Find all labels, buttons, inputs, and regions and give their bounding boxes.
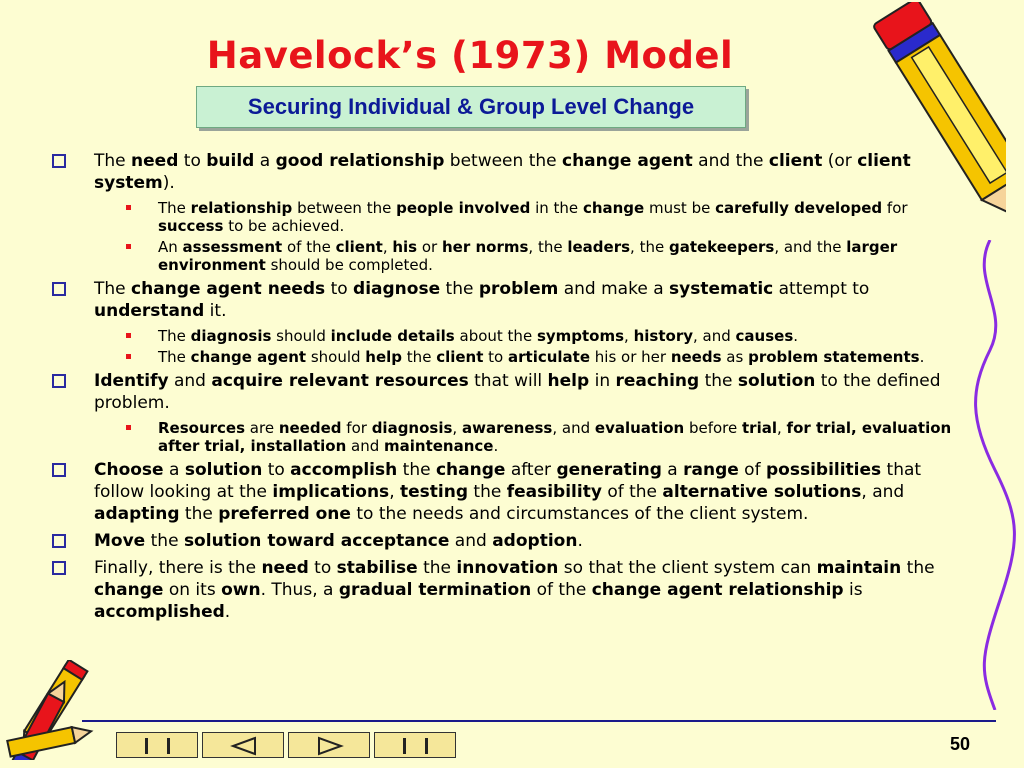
text-segment: to	[308, 558, 337, 578]
emphasis-text: carefully developed	[715, 199, 883, 217]
text-segment: The	[158, 327, 191, 345]
text-segment: ).	[162, 173, 175, 193]
pencils-clipart-icon	[0, 660, 110, 760]
emphasis-text: change	[94, 580, 164, 600]
red-square-bullet-icon	[126, 333, 131, 338]
emphasis-text: adoption	[492, 531, 578, 551]
emphasis-text: awareness	[461, 419, 553, 437]
text-segment: the	[417, 558, 457, 578]
text-segment: ,	[452, 419, 462, 437]
slide-title: Havelock’s (1973) Model	[206, 34, 734, 77]
text-segment: as	[721, 348, 749, 366]
text-segment: must be	[644, 199, 716, 217]
previous-icon	[203, 733, 285, 759]
text-segment: , the	[630, 238, 669, 256]
bullet-list	[52, 150, 962, 628]
emphasis-text: diagnose	[353, 279, 441, 299]
text-segment: on its	[163, 580, 222, 600]
square-bullet-icon	[52, 463, 66, 477]
emphasis-text: change	[582, 199, 645, 217]
emphasis-text: problem statements	[748, 348, 920, 366]
text-segment: to	[483, 348, 508, 366]
text-segment: The	[94, 151, 132, 171]
text-segment: attempt to	[773, 279, 870, 299]
emphasis-text: acquire relevant resources	[211, 371, 469, 391]
emphasis-text: generating	[556, 460, 662, 480]
emphasis-text: for trial, evaluation after trial, installation	[158, 419, 952, 455]
text-segment: between the	[444, 151, 562, 171]
text-segment: .	[493, 437, 499, 455]
emphasis-text: accomplish	[290, 460, 398, 480]
red-square-bullet-icon	[126, 205, 131, 210]
text-segment: are	[245, 419, 279, 437]
text-segment: to the defined problem.	[94, 371, 941, 413]
bullet-item	[52, 278, 962, 322]
emphasis-text: testing	[400, 482, 468, 502]
text-segment: so that the client system can	[558, 558, 817, 578]
emphasis-text: gradual termination	[338, 580, 532, 600]
text-segment: and	[346, 437, 385, 455]
emphasis-text: people involved	[396, 199, 531, 217]
emphasis-text: diagnosis	[190, 327, 272, 345]
bullet-item	[52, 150, 962, 194]
page-number: 50	[949, 734, 970, 754]
text-segment: to	[178, 151, 207, 171]
emphasis-text: possibilities	[765, 460, 882, 480]
emphasis-text: understand	[94, 301, 205, 321]
text-segment: , and	[693, 327, 736, 345]
emphasis-text: accomplished	[94, 602, 225, 622]
footer-divider	[82, 720, 996, 722]
square-bullet-icon	[52, 282, 66, 296]
text-segment: the	[699, 371, 738, 391]
emphasis-text: leaders	[567, 238, 631, 256]
text-segment: the	[901, 558, 935, 578]
text-segment: . Thus, a	[260, 580, 339, 600]
first-icon	[117, 733, 199, 759]
emphasis-text: Identify	[94, 371, 169, 391]
emphasis-text: need	[261, 558, 309, 578]
emphasis-text: reaching	[615, 371, 700, 391]
text-segment: the	[179, 504, 219, 524]
text-segment: ,	[389, 482, 400, 502]
bullet-item	[52, 530, 962, 552]
emphasis-text: help	[547, 371, 590, 391]
text-segment: , and the	[774, 238, 847, 256]
emphasis-text: own	[221, 580, 261, 600]
text-segment: a	[661, 460, 684, 480]
squiggle-line-icon	[960, 240, 1020, 710]
text-segment: , the	[528, 238, 568, 256]
text-segment: the	[397, 460, 436, 480]
text-segment: and	[168, 371, 212, 391]
text-segment: the	[402, 348, 437, 366]
text-segment: .	[577, 531, 583, 551]
emphasis-text: adapting	[94, 504, 180, 524]
bullet-item	[52, 459, 962, 525]
emphasis-text: range	[683, 460, 739, 480]
text-segment: of the	[601, 482, 663, 502]
text-segment: a	[163, 460, 185, 480]
text-segment: ,	[777, 419, 787, 437]
emphasis-text: symptoms	[536, 327, 625, 345]
emphasis-text: change agent	[562, 151, 693, 171]
sub-bullet-item	[52, 199, 962, 235]
first-slide-button[interactable]	[116, 732, 198, 758]
text-segment: for	[341, 419, 372, 437]
previous-slide-button[interactable]	[202, 732, 284, 758]
red-square-bullet-icon	[126, 354, 131, 359]
square-bullet-icon	[52, 561, 66, 575]
emphasis-text: solution	[737, 371, 816, 391]
text-segment: An	[158, 238, 183, 256]
emphasis-text: problem	[478, 279, 559, 299]
text-segment: the	[468, 482, 507, 502]
emphasis-text: Resources	[158, 419, 246, 437]
text-segment: to be achieved.	[223, 217, 345, 235]
text-segment: ,	[382, 238, 393, 256]
emphasis-text: diagnosis	[371, 419, 453, 437]
text-segment: , and	[552, 419, 595, 437]
bullet-group	[52, 530, 962, 552]
emphasis-text: relationship	[190, 199, 293, 217]
square-bullet-icon	[52, 154, 66, 168]
text-segment: of the	[282, 238, 336, 256]
square-bullet-icon	[52, 534, 66, 548]
emphasis-text: maintenance	[384, 437, 494, 455]
emphasis-text: her norms	[442, 238, 529, 256]
text-segment: in	[589, 371, 616, 391]
emphasis-text: client	[335, 238, 383, 256]
emphasis-text: preferred one	[218, 504, 351, 524]
text-segment: in the	[530, 199, 583, 217]
emphasis-text: needed	[278, 419, 342, 437]
text-segment: and the	[692, 151, 769, 171]
text-segment: is	[843, 580, 863, 600]
emphasis-text: innovation	[456, 558, 559, 578]
slide-subtitle: Securing Individual & Group Level Change	[196, 86, 746, 128]
emphasis-text: gatekeepers	[668, 238, 775, 256]
text-segment: of	[738, 460, 766, 480]
text-segment: that will	[468, 371, 548, 391]
text-segment: .	[793, 327, 799, 345]
emphasis-text: good relationship	[275, 151, 445, 171]
text-segment: (or	[822, 151, 858, 171]
square-bullet-icon	[52, 374, 66, 388]
text-segment: before	[684, 419, 743, 437]
bullet-group	[52, 459, 962, 525]
text-segment: of the	[531, 580, 592, 600]
emphasis-text: causes	[735, 327, 794, 345]
text-segment: The	[94, 279, 132, 299]
text-segment: ,	[624, 327, 634, 345]
text-segment: between the	[292, 199, 397, 217]
text-segment: .	[224, 602, 231, 622]
text-segment: to the needs and circumstances of the client system.	[350, 504, 809, 524]
text-segment: and	[449, 531, 493, 551]
text-segment: that follow looking at the	[94, 460, 922, 502]
emphasis-text: stabilise	[336, 558, 418, 578]
emphasis-text: change agent needs	[131, 279, 326, 299]
red-square-bullet-icon	[126, 425, 131, 430]
emphasis-text: need	[131, 151, 179, 171]
next-slide-button[interactable]	[288, 732, 370, 758]
text-segment: should be completed.	[265, 256, 433, 274]
text-segment: .	[919, 348, 925, 366]
emphasis-text: success	[158, 217, 224, 235]
emphasis-text: change agent	[190, 348, 307, 366]
emphasis-text: help	[365, 348, 403, 366]
emphasis-text: articulate	[508, 348, 591, 366]
emphasis-text: change agent relationship	[591, 580, 844, 600]
next-icon	[289, 733, 371, 759]
text-segment: The	[158, 348, 191, 366]
bullet-group	[52, 278, 962, 366]
text-segment: to	[325, 279, 354, 299]
emphasis-text: Move	[94, 531, 146, 551]
text-segment: for	[882, 199, 908, 217]
emphasis-text: include details	[330, 327, 455, 345]
red-square-bullet-icon	[126, 244, 131, 249]
emphasis-text: client	[436, 348, 484, 366]
sub-bullet-item	[52, 238, 962, 274]
text-segment: the	[145, 531, 184, 551]
emphasis-text: assessment	[182, 238, 283, 256]
sub-bullet-item	[52, 327, 962, 345]
bullet-group	[52, 150, 962, 274]
text-segment: to	[262, 460, 291, 480]
emphasis-text: client	[768, 151, 823, 171]
emphasis-text: client system	[94, 151, 911, 193]
emphasis-text: implications	[272, 482, 390, 502]
bullet-group	[52, 557, 962, 623]
emphasis-text: history	[633, 327, 693, 345]
emphasis-text: solution toward acceptance	[183, 531, 450, 551]
text-segment: the	[440, 279, 479, 299]
text-segment: and make a	[558, 279, 670, 299]
emphasis-text: alternative solutions	[662, 482, 862, 502]
bullet-item	[52, 370, 962, 414]
text-segment: his or her	[590, 348, 671, 366]
bullet-item	[52, 557, 962, 623]
emphasis-text: needs	[670, 348, 722, 366]
sub-bullet-item	[52, 419, 962, 455]
text-segment: it.	[204, 301, 227, 321]
text-segment: or	[417, 238, 442, 256]
emphasis-text: evaluation	[594, 419, 685, 437]
emphasis-text: change	[435, 460, 506, 480]
sub-bullet-item	[52, 348, 962, 366]
bullet-group	[52, 370, 962, 455]
emphasis-text: larger environment	[158, 238, 898, 274]
emphasis-text: his	[392, 238, 418, 256]
text-segment: Finally, there is the	[94, 558, 262, 578]
emphasis-text: systematic	[669, 279, 774, 299]
emphasis-text: Choose	[94, 460, 164, 480]
text-segment: after	[505, 460, 557, 480]
last-slide-button[interactable]	[374, 732, 456, 758]
text-segment: should	[271, 327, 331, 345]
last-icon	[375, 733, 457, 759]
text-segment: a	[254, 151, 276, 171]
emphasis-text: feasibility	[506, 482, 602, 502]
emphasis-text: solution	[184, 460, 263, 480]
text-segment: The	[158, 199, 191, 217]
emphasis-text: maintain	[816, 558, 902, 578]
text-segment: , and	[861, 482, 905, 502]
emphasis-text: trial	[742, 419, 777, 437]
text-segment: about the	[454, 327, 537, 345]
emphasis-text: build	[206, 151, 255, 171]
text-segment: should	[306, 348, 366, 366]
